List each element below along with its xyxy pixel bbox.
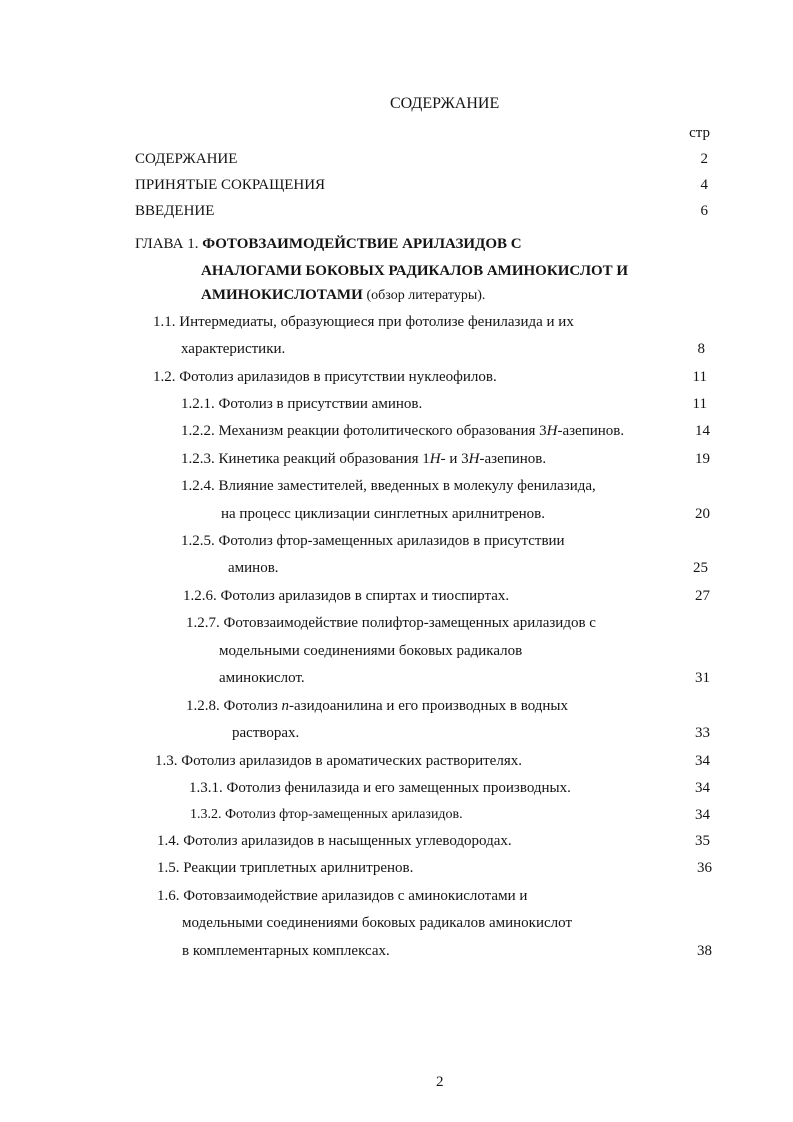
toc-entry-text: 1.2.6. Фотолиз арилазидов в спиртах и тиоспиртах. [183, 588, 510, 604]
chapter-prefix: ГЛАВА 1. [135, 236, 199, 252]
chapter-heading-line1 [135, 235, 522, 253]
toc-entry-text: ВВЕДЕНИЕ [135, 203, 215, 219]
toc-entry-text: 1.3.1. Фотолиз фенилазида и его замещенных производных. [189, 780, 571, 796]
italic-segment: H [468, 451, 480, 467]
toc-entry-page: 25 [693, 560, 708, 576]
toc-entry-page: 31 [695, 670, 710, 686]
toc-entry-page: 27 [695, 588, 710, 604]
toc-entry-text: СОДЕРЖАНИЕ [135, 151, 238, 167]
toc-entry-text [186, 697, 568, 715]
toc-entry-text: 1.1. Интермедиаты, образующиеся при фотолизе фенилазида и их [153, 314, 574, 330]
toc-entry-text: ПРИНЯТЫЕ СОКРАЩЕНИЯ [135, 177, 326, 193]
toc-entry-page: 14 [695, 423, 710, 439]
toc-entry-page: 8 [697, 341, 705, 357]
toc-entry-text: 1.2.7. Фотовзаимодействие полифтор-замещенных арилазидов с [186, 615, 596, 631]
toc-entry-page: 19 [695, 451, 710, 467]
toc-entry-text: модельными соединениями боковых радикалов [219, 643, 523, 659]
chapter-title-line3: АМИНОКИСЛОТАМИ [201, 287, 363, 303]
toc-entry-text: характеристики. [181, 341, 286, 357]
toc-entry-text: аминокислот. [219, 670, 305, 686]
toc-entry-page: 34 [695, 807, 710, 823]
toc-entry-text: 1.5. Реакции триплетных арилнитренов. [157, 860, 414, 876]
toc-entry-text [181, 450, 546, 468]
toc-entry-text: в комплементарных комплексах. [182, 943, 390, 959]
toc-entry-page: 20 [695, 506, 710, 522]
chapter-heading-line3 [201, 286, 485, 305]
italic-segment: п [281, 698, 290, 714]
italic-segment: H [546, 423, 558, 439]
toc-entry-page: 34 [695, 753, 710, 769]
chapter-note: (обзор литературы). [366, 288, 486, 303]
toc-entry-page: 33 [695, 725, 710, 741]
toc-entry-page: 35 [695, 833, 710, 849]
toc-entry-text: 1.2.1. Фотолиз в присутствии аминов. [181, 396, 423, 412]
toc-entry-page: 4 [700, 177, 708, 193]
toc-entry-text: 1.2.4. Влияние заместителей, введенных в молекулу фенилазида, [181, 478, 596, 494]
toc-entry-text: на процесс циклизации синглетных арилнитренов. [221, 506, 545, 522]
toc-entry-page: 11 [692, 396, 707, 412]
toc-entry-text: 1.3.2. Фотолиз фтор-замещенных арилазидов. [190, 807, 463, 822]
toc-entry-page: 2 [700, 151, 708, 167]
page-column-header: стр [689, 125, 710, 141]
toc-entry-text: 1.2. Фотолиз арилазидов в присутствии нуклеофилов. [153, 369, 497, 385]
toc-entry-text: 1.3. Фотолиз арилазидов в ароматических растворителях. [155, 753, 522, 769]
text-segment: 1.2.3. Кинетика реакций образования 1 [181, 451, 430, 467]
text-segment: -азидоанилина и его производных в водных [289, 698, 569, 714]
text-segment: -азепинов. [557, 423, 625, 439]
toc-entry-page: 34 [695, 780, 710, 796]
text-segment: -азепинов. [479, 451, 547, 467]
text-segment: 1.2.8. Фотолиз [186, 698, 282, 714]
toc-entry-page: 38 [697, 943, 712, 959]
text-segment: - и 3 [440, 451, 469, 467]
toc-entry-text: аминов. [228, 560, 279, 576]
page-number: 2 [436, 1074, 444, 1090]
toc-entry-text: 1.4. Фотолиз арилазидов в насыщенных углеводородах. [157, 833, 512, 849]
toc-entry-text [181, 422, 624, 440]
toc-entry-text: 1.6. Фотовзаимодействие арилазидов с аминокислотами и [157, 888, 528, 904]
toc-entry-text: модельными соединениями боковых радикалов аминокислот [182, 915, 572, 931]
chapter-title-line1: ФОТОВЗАИМОДЕЙСТВИЕ АРИЛАЗИДОВ С [202, 236, 522, 252]
chapter-title-line2: АНАЛОГАМИ БОКОВЫХ РАДИКАЛОВ АМИНОКИСЛОТ И [201, 263, 629, 279]
toc-entry-text: растворах. [232, 725, 300, 741]
chapter-heading-line2 [201, 262, 628, 280]
toc-entry-page: 36 [697, 860, 712, 876]
italic-segment: H [429, 451, 441, 467]
toc-entry-text: 1.2.5. Фотолиз фтор-замещенных арилазидов в присутствии [181, 533, 565, 549]
page-title: СОДЕРЖАНИЕ [390, 95, 500, 112]
text-segment: 1.2.2. Механизм реакции фотолитического образования 3 [181, 423, 547, 439]
toc-entry-page: 11 [692, 369, 707, 385]
toc-entry-page: 6 [700, 203, 708, 219]
